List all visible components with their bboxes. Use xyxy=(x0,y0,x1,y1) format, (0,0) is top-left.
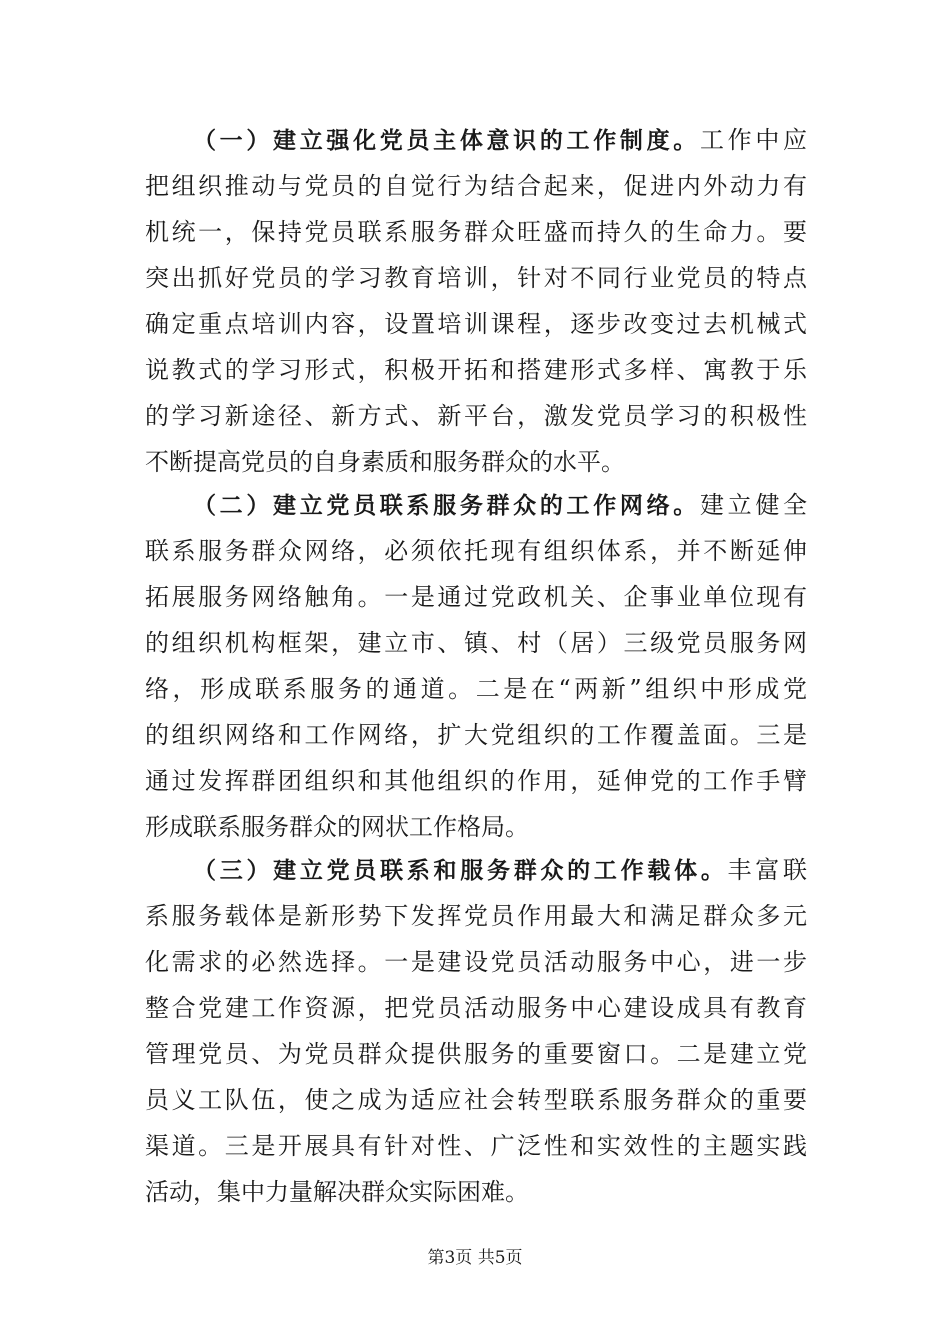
text-line: 把组织推动与党员的自觉行为结合起来，促进内外动力有 xyxy=(145,172,807,200)
section-2-paragraph xyxy=(145,482,807,850)
section-3-paragraph xyxy=(145,847,807,1215)
text-line: （三）建立党员联系和服务群众的工作载体。丰富联 xyxy=(193,856,808,884)
text-line: 渠道。三是开展具有针对性、广泛性和实效性的主题实践 xyxy=(145,1132,807,1160)
text-line: 整合党建工作资源，把党员活动服务中心建设成具有教育 xyxy=(145,994,807,1022)
text-line: 形成联系服务群众的网状工作格局。 xyxy=(145,813,529,841)
text-line: 的组织网络和工作网络，扩大党组织的工作覆盖面。三是 xyxy=(145,721,807,749)
text-line: 活动，集中力量解决群众实际困难。 xyxy=(145,1178,529,1206)
text-line: （二）建立党员联系服务群众的工作网络。建立健全 xyxy=(193,491,808,519)
section-heading: （三）建立党员联系和服务群众的工作载体。 xyxy=(193,858,728,884)
text-line: 系服务载体是新形势下发挥党员作用最大和满足群众多元 xyxy=(145,902,807,930)
text-line: 不断提高党员的自身素质和服务群众的水平。 xyxy=(145,448,625,476)
text-line: 络，形成联系服务的通道。二是在“两新”组织中形成党 xyxy=(145,675,807,703)
section-heading: （一）建立强化党员主体意识的工作制度。 xyxy=(193,128,700,154)
text-line: 机统一，保持党员联系服务群众旺盛而持久的生命力。要 xyxy=(145,218,807,246)
text-line: 的组织机构框架，建立市、镇、村（居）三级党员服务网 xyxy=(145,629,807,657)
text-line: 确定重点培训内容，设置培训课程，逐步改变过去机械式 xyxy=(145,310,807,338)
text-line: 管理党员、为党员群众提供服务的重要窗口。二是建立党 xyxy=(145,1040,807,1068)
page-number-footer: 第3页 共5页 xyxy=(427,1248,523,1268)
text-line: 突出抓好党员的学习教育培训，针对不同行业党员的特点 xyxy=(145,264,807,292)
text-line: 化需求的必然选择。一是建设党员活动服务中心，进一步 xyxy=(145,948,807,976)
text-line: 通过发挥群团组织和其他组织的作用，延伸党的工作手臂 xyxy=(145,767,807,795)
text-line: 员义工队伍，使之成为适应社会转型联系服务群众的重要 xyxy=(145,1086,807,1114)
text-line: （一）建立强化党员主体意识的工作制度。工作中应 xyxy=(193,126,808,154)
text-line: 联系服务群众网络，必须依托现有组织体系，并不断延伸 xyxy=(145,537,807,565)
text-line: 说教式的学习形式，积极开拓和搭建形式多样、寓教于乐 xyxy=(145,356,807,384)
text-line: 的学习新途径、新方式、新平台，激发党员学习的积极性 xyxy=(145,402,807,430)
section-heading: （二）建立党员联系服务群众的工作网络。 xyxy=(193,493,700,519)
section-1-paragraph xyxy=(145,117,807,485)
text-line: 拓展服务网络触角。一是通过党政机关、企事业单位现有 xyxy=(145,583,807,611)
